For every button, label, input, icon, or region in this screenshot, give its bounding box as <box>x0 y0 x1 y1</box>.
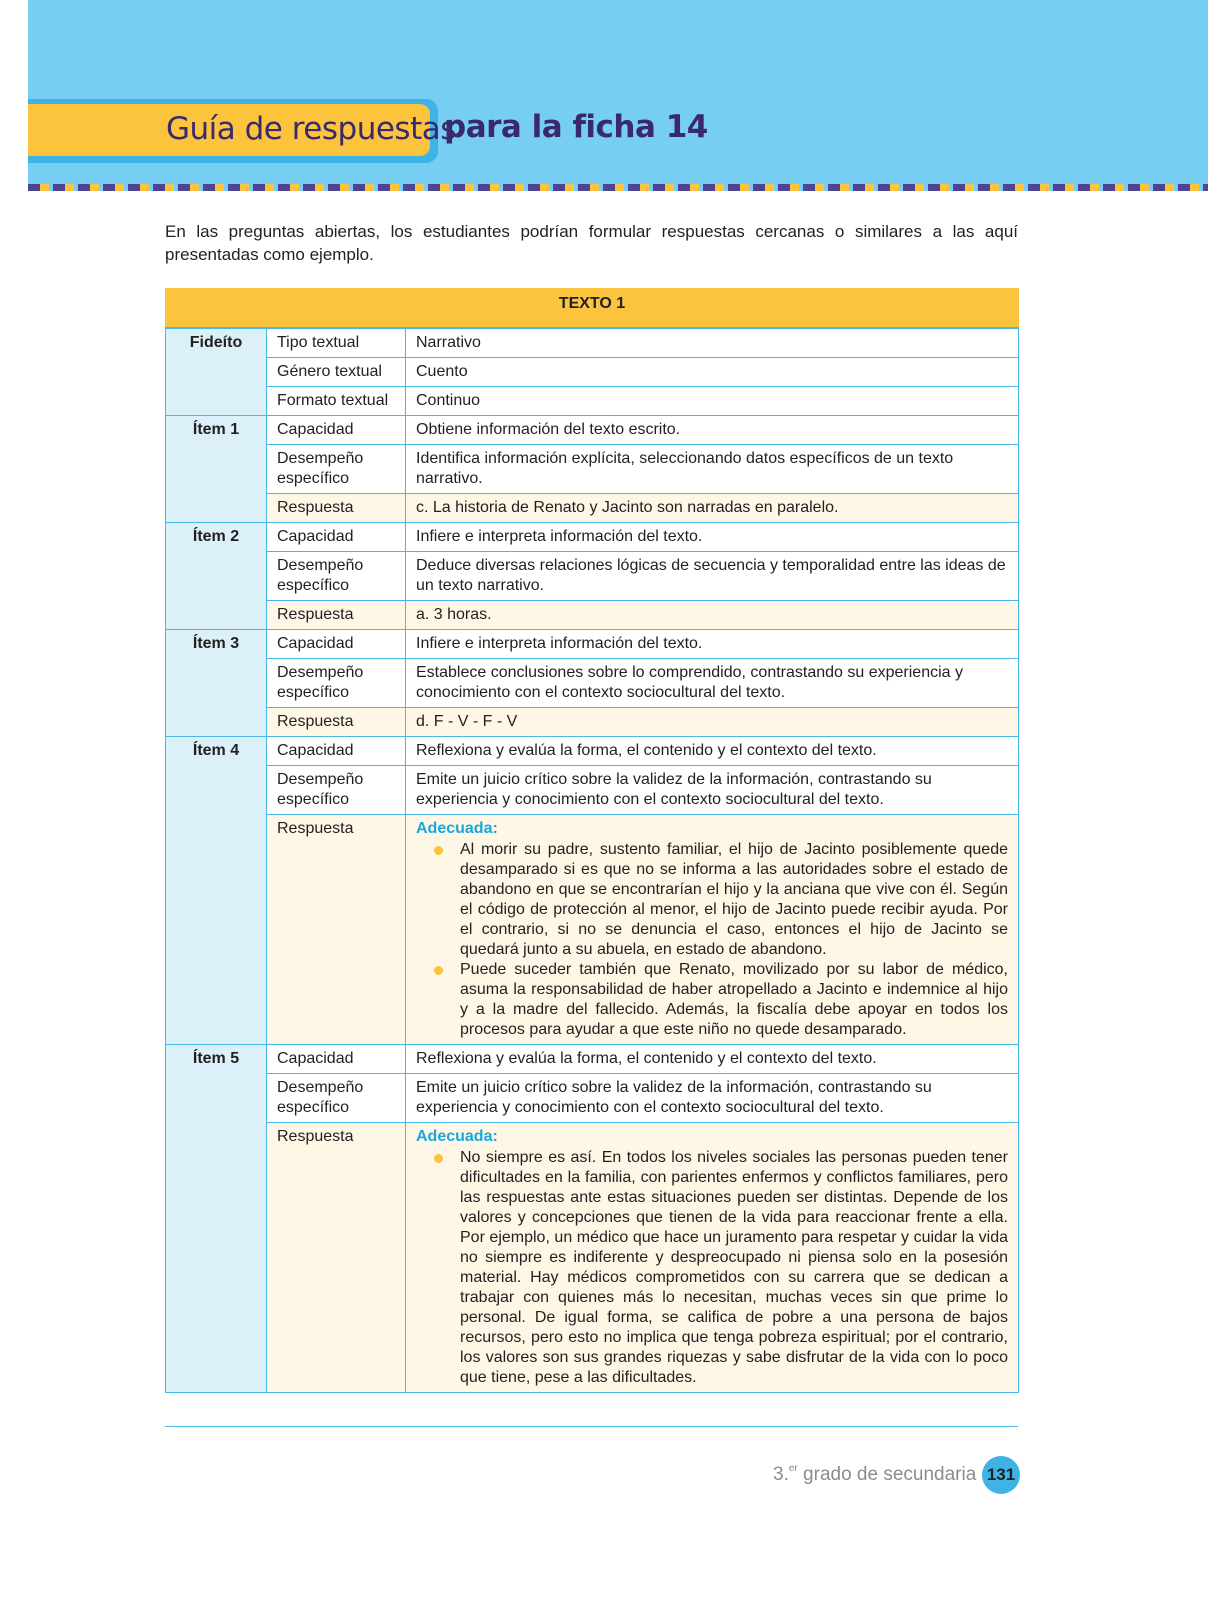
respuesta-cell <box>406 1123 1019 1393</box>
capacidad-label: Capacidad <box>267 416 406 445</box>
table-row <box>166 815 1019 1045</box>
table-row <box>166 1045 1019 1074</box>
fideito-label: Fideíto <box>166 328 267 416</box>
table-row <box>166 601 1019 630</box>
capacidad-value: Reflexiona y evalúa la forma, el contenido y el contexto del texto. <box>406 1045 1019 1074</box>
page-title-part1: Guía de respuestas <box>166 111 456 147</box>
table-row <box>166 523 1019 552</box>
desempeno-value: Establece conclusiones sobre lo comprendido, contrastando su experiencia y conocimiento con el contexto sociocultural del texto. <box>406 659 1019 708</box>
row-label: Tipo textual <box>267 328 406 358</box>
desempeno-value: Identifica información explícita, seleccionando datos específicos de un texto narrativo. <box>406 445 1019 494</box>
grade-text: grado de secundaria <box>797 1464 977 1485</box>
adecuada-label: Adecuada: <box>416 820 498 837</box>
capacidad-label: Capacidad <box>267 523 406 552</box>
list-item: Al morir su padre, sustento familiar, el hijo de Jacinto posiblemente quede desamparado si es que no se informa a las autoridades sobre el estado de abandono en que se encontrarían el hijo y la anciana que vive con él. Según el código de protección al menor, el hijo de Jacinto puede recibir ayuda. Por el contrario, si no se denuncia el caso, entonces el hijo de Jacinto se quedará junto a su abuela, en estado de abandono. <box>460 841 1008 958</box>
answers-table <box>165 288 1019 1393</box>
table-row <box>166 387 1019 416</box>
table-row <box>166 630 1019 659</box>
answer-list <box>416 840 1008 1040</box>
table-row <box>166 358 1019 387</box>
capacidad-label: Capacidad <box>267 1045 406 1074</box>
item-4-label: Ítem 4 <box>166 737 267 1045</box>
respuesta-value: c. La historia de Renato y Jacinto son narradas en paralelo. <box>406 494 1019 523</box>
respuesta-label: Respuesta <box>267 708 406 737</box>
table-row <box>166 494 1019 523</box>
respuesta-cell <box>406 815 1019 1045</box>
item-2-label: Ítem 2 <box>166 523 267 630</box>
respuesta-label: Respuesta <box>267 601 406 630</box>
table-row <box>166 1074 1019 1123</box>
row-value: Cuento <box>406 358 1019 387</box>
item-1-label: Ítem 1 <box>166 416 267 523</box>
decorative-stripe <box>28 184 1208 191</box>
respuesta-value: a. 3 horas. <box>406 601 1019 630</box>
table-row <box>166 708 1019 737</box>
desempeno-label: Desempeño específico <box>267 659 406 708</box>
table-row <box>166 659 1019 708</box>
capacidad-label: Capacidad <box>267 737 406 766</box>
table-row <box>166 416 1019 445</box>
respuesta-label: Respuesta <box>267 815 406 1045</box>
row-value: Narrativo <box>406 328 1019 358</box>
row-label: Género textual <box>267 358 406 387</box>
desempeno-label: Desempeño específico <box>267 552 406 601</box>
respuesta-value: d. F - V - F - V <box>406 708 1019 737</box>
capacidad-value: Infiere e interpreta información del texto. <box>406 523 1019 552</box>
desempeno-label: Desempeño específico <box>267 1074 406 1123</box>
divider <box>165 1426 1018 1427</box>
desempeno-value: Deduce diversas relaciones lógicas de secuencia y temporalidad entre las ideas de un texto narrativo. <box>406 552 1019 601</box>
table-row <box>166 1123 1019 1393</box>
desempeno-label: Desempeño específico <box>267 445 406 494</box>
list-item: Puede suceder también que Renato, movilizado por su labor de médico, asuma la responsabilidad de haber atropellado a Jacinto e indemnice al hijo y a la madre del fallecido. Además, la fiscalía debe apoyar en todos los procesos para ayudar a que este niño no quede desamparado. <box>460 961 1008 1038</box>
capacidad-value: Reflexiona y evalúa la forma, el contenido y el contexto del texto. <box>406 737 1019 766</box>
item-3-label: Ítem 3 <box>166 630 267 737</box>
capacidad-value: Infiere e interpreta información del texto. <box>406 630 1019 659</box>
page-title-part2: para la ficha 14 <box>444 109 708 145</box>
table-row <box>166 328 1019 358</box>
respuesta-label: Respuesta <box>267 1123 406 1393</box>
table-row <box>166 445 1019 494</box>
table-row <box>166 737 1019 766</box>
row-label: Formato textual <box>267 387 406 416</box>
desempeno-value: Emite un juicio crítico sobre la validez de la información, contrastando su experiencia y conocimiento con el contexto sociocultural del texto. <box>406 766 1019 815</box>
desempeno-value: Emite un juicio crítico sobre la validez de la información, contrastando su experiencia y conocimiento con el contexto sociocultural del texto. <box>406 1074 1019 1123</box>
row-value: Continuo <box>406 387 1019 416</box>
table-header: TEXTO 1 <box>166 289 1019 329</box>
desempeno-label: Desempeño específico <box>267 766 406 815</box>
grade-number: 3. <box>773 1464 789 1485</box>
footer-grade <box>773 1463 976 1486</box>
list-item: No siempre es así. En todos los niveles sociales las personas pueden tener dificultades en la familia, con parientes enfermos y conflictos familiares, pero las respuestas ante estas situaciones pueden ser distintas. Depende de los valores y concepciones que tienen de la vida para reaccionar frente a ella. Por ejemplo, un médico que hace un juramento para respetar y cuidar la vida no siempre es indiferente y despreocupado ni piensa solo en la posesión material. Hay médicos comprometidos con su carrera que se dedican a trabajar con quienes más lo necesitan, muchas veces sin que prime lo personal. De igual forma, se califica de pobre a una persona de bajos recursos, pero esto no implica que tenga pobreza espiritual; por el contrario, los valores son sus grandes riquezas y sabe disfrutar de la vida con lo poco que tiene, pese a las dificultades. <box>460 1149 1008 1386</box>
respuesta-label: Respuesta <box>267 494 406 523</box>
capacidad-label: Capacidad <box>267 630 406 659</box>
table-row <box>166 552 1019 601</box>
page-number: 131 <box>982 1456 1020 1494</box>
adecuada-label: Adecuada: <box>416 1128 498 1145</box>
grade-superscript: er <box>788 1463 798 1474</box>
intro-paragraph: En las preguntas abiertas, los estudiantes podrían formular respuestas cercanas o similares a las aquí presentadas como ejemplo. <box>165 222 1018 264</box>
answer-list <box>416 1148 1008 1388</box>
table-row <box>166 766 1019 815</box>
capacidad-value: Obtiene información del texto escrito. <box>406 416 1019 445</box>
item-5-label: Ítem 5 <box>166 1045 267 1393</box>
